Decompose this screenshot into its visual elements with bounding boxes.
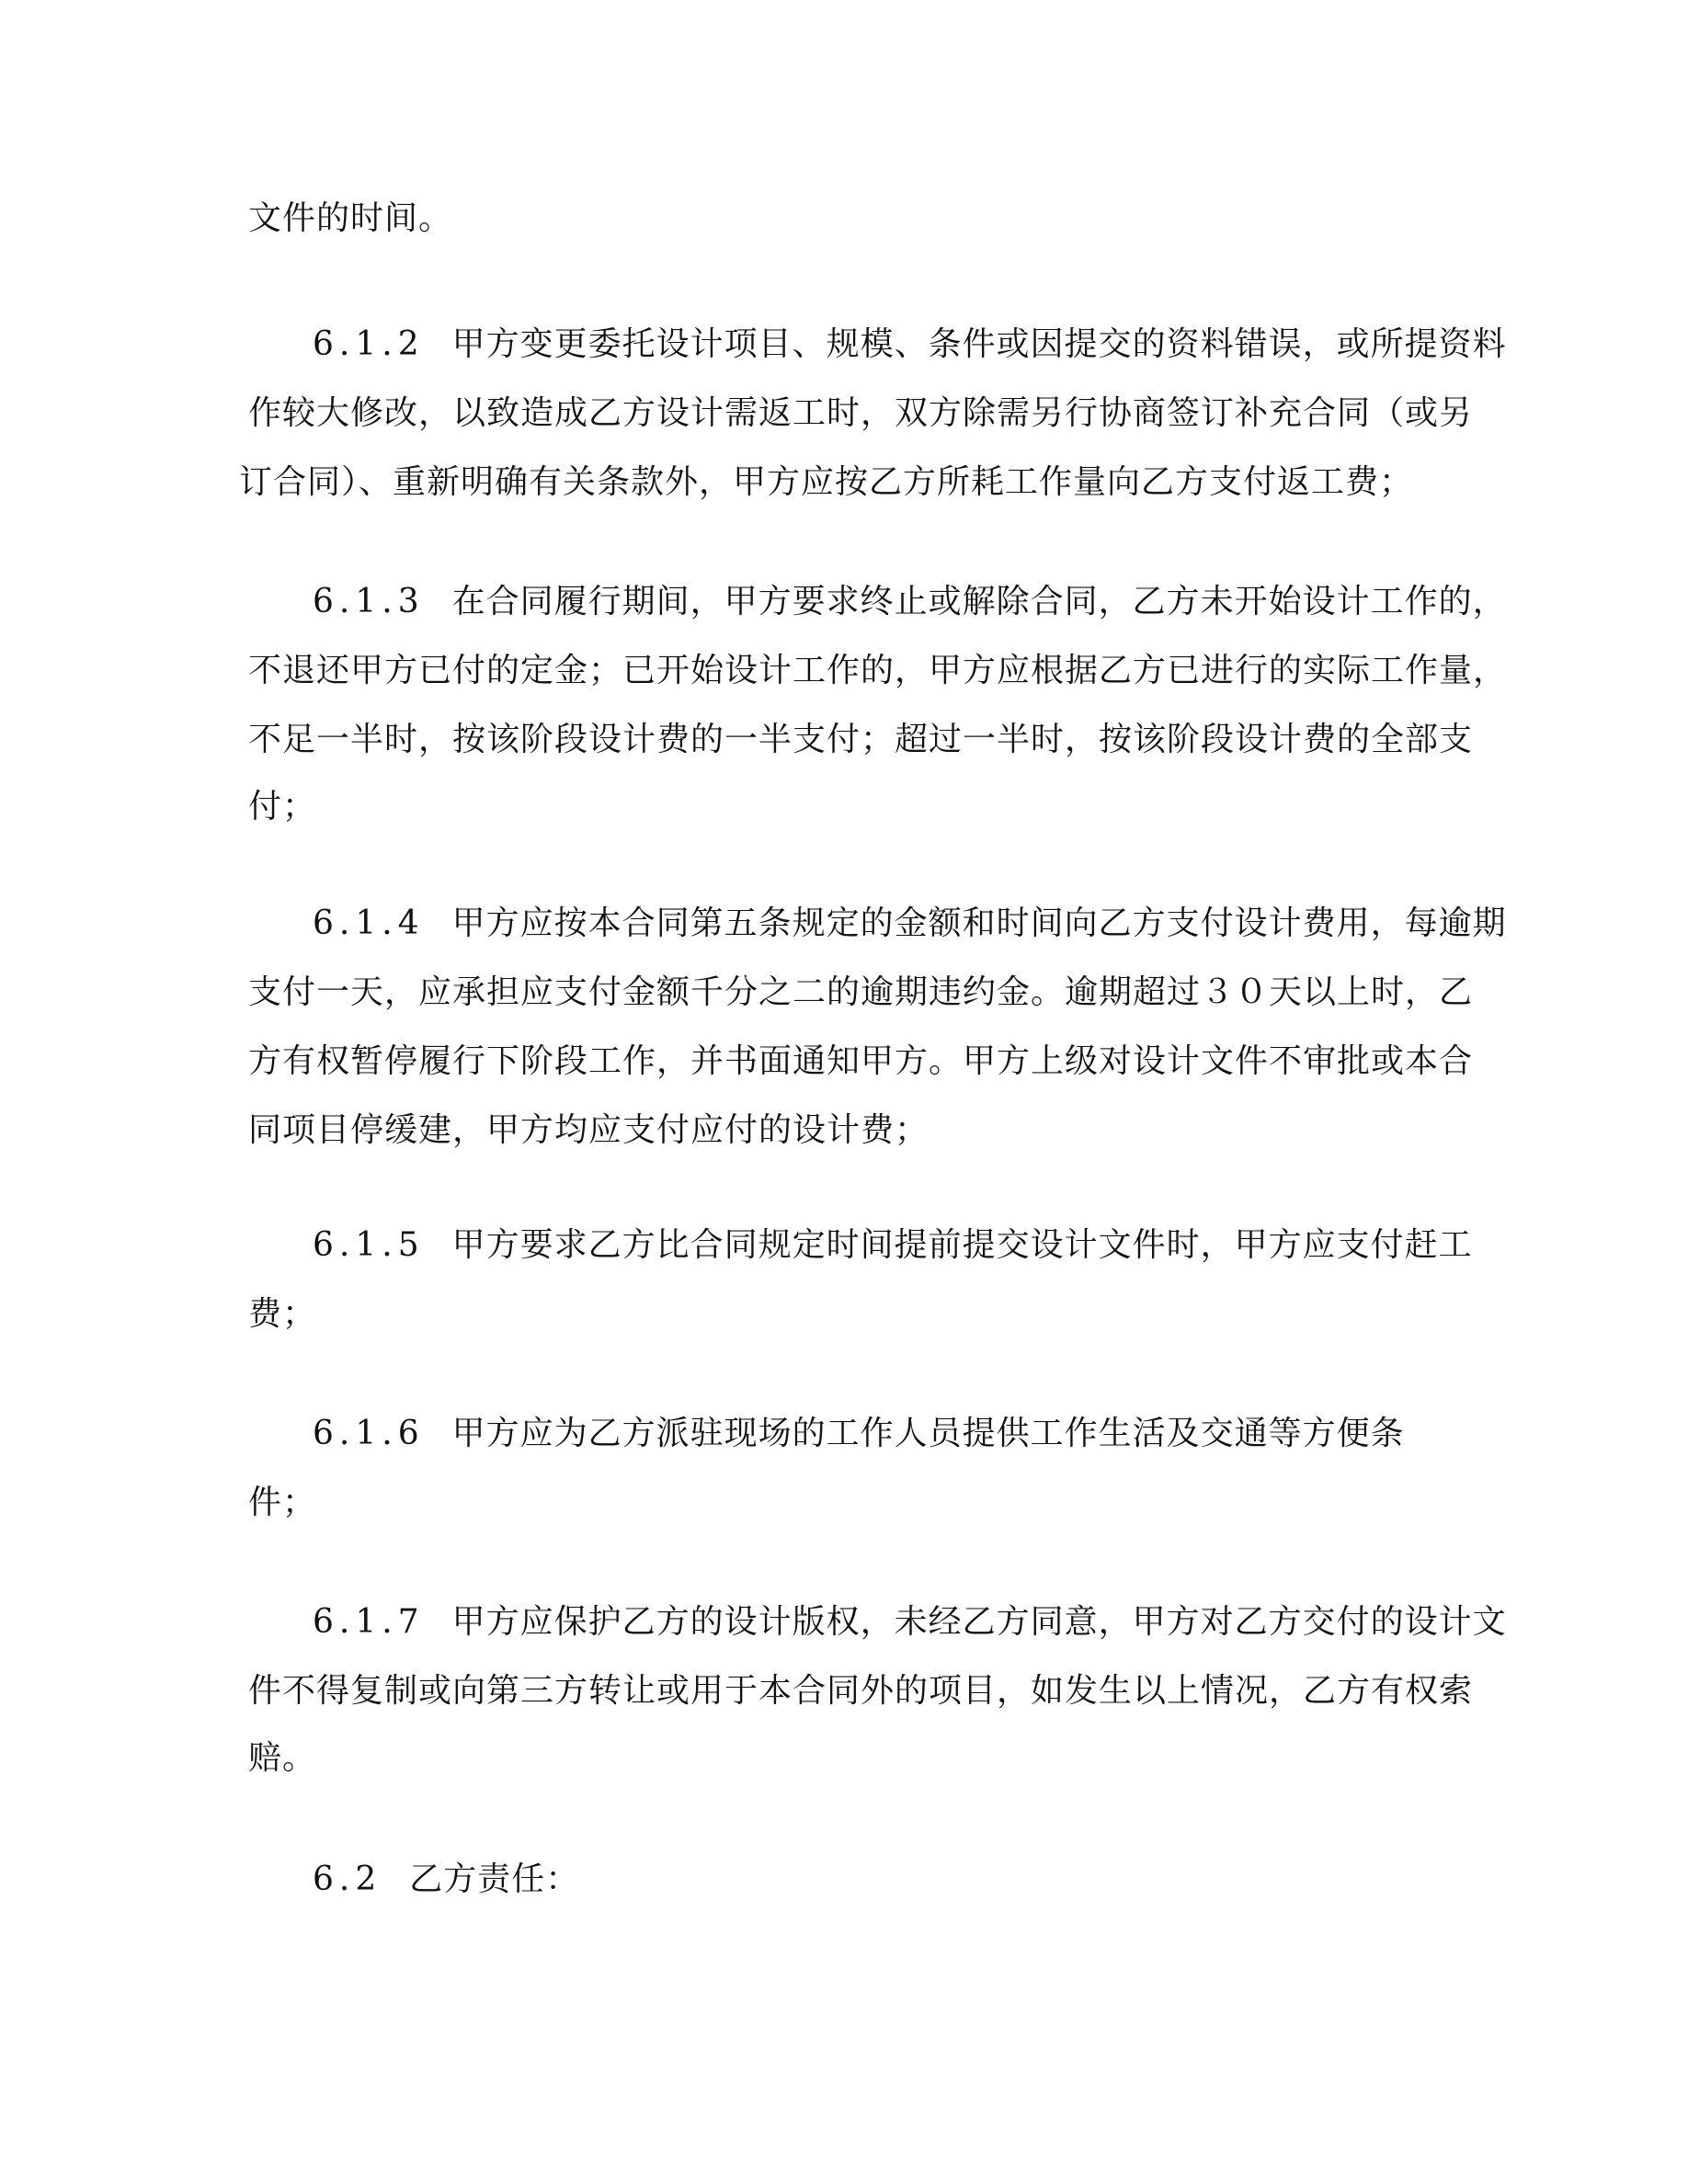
paragraph-6-1-4-line-2: 支付一天，应承担应支付金额千分之二的逾期违约金。逾期超过３０天以上时，乙 (248, 973, 1474, 1011)
paragraph-6-1-6-line-1: 6.1.6 甲方应为乙方派驻现场的工作人员提供工作生活及交通等方便条 (313, 1415, 1405, 1452)
paragraph-6-1-4-line-1: 6.1.4 甲方应按本合同第五条规定的金额和时间向乙方支付设计费用，每逾期 (313, 904, 1507, 942)
clause-number: 6.2 (313, 1860, 382, 1898)
clause-number: 6.1.4 (313, 904, 425, 942)
paragraph-6-1-2-line-1: 6.1.2 甲方变更委托设计项目、规模、条件或因提交的资料错误，或所提资料 (313, 325, 1507, 363)
paragraph-6-1-3-line-2: 不退还甲方已付的定金；已开始设计工作的，甲方应根据乙方已进行的实际工作量， (248, 652, 1508, 689)
paragraph-6-1-7-line-1: 6.1.7 甲方应保护乙方的设计版权，未经乙方同意，甲方对乙方交付的设计文 (313, 1603, 1507, 1641)
clause-number: 6.1.5 (313, 1226, 425, 1264)
paragraph-6-1-2-line-2: 作较大修改，以致造成乙方设计需返工时，双方除需另行协商签订补充合同（或另 (248, 394, 1474, 432)
paragraph-6-1-3-line-1: 6.1.3 在合同履行期间，甲方要求终止或解除合同，乙方未开始设计工作的， (313, 583, 1507, 620)
paragraph-6-1-6-line-2: 件； (248, 1484, 317, 1521)
clause-number: 6.1.2 (313, 325, 425, 363)
paragraph-line: 文件的时间。 (248, 199, 453, 237)
paragraph-6-1-5-line-2: 费； (248, 1295, 317, 1333)
paragraph-6-1-5-line-1: 6.1.5 甲方要求乙方比合同规定时间提前提交设计文件时，甲方应支付赶工 (313, 1226, 1473, 1264)
paragraph-6-1-3-line-3: 不足一半时，按该阶段设计费的一半支付；超过一半时，按该阶段设计费的全部支 (248, 721, 1474, 758)
section-6-2-heading: 6.2 乙方责任： (313, 1860, 580, 1898)
paragraph-6-1-4-line-3: 方有权暂停履行下阶段工作，并书面通知甲方。甲方上级对设计文件不审批或本合 (248, 1042, 1474, 1080)
paragraph-6-1-2-line-3: 订合同）、重新明确有关条款外，甲方应按乙方所耗工作量向乙方支付返工费； (239, 463, 1414, 501)
clause-number: 6.1.7 (313, 1603, 425, 1641)
paragraph-6-1-7-line-2: 件不得复制或向第三方转让或用于本合同外的项目，如发生以上情况，乙方有权索 (248, 1672, 1474, 1710)
paragraph-6-1-4-line-4: 同项目停缓建，甲方均应支付应付的设计费； (248, 1111, 930, 1149)
clause-number: 6.1.6 (313, 1415, 425, 1452)
paragraph-6-1-3-line-4: 付； (248, 788, 317, 825)
paragraph-6-1-7-line-3: 赔。 (248, 1739, 317, 1777)
clause-number: 6.1.3 (313, 583, 425, 620)
